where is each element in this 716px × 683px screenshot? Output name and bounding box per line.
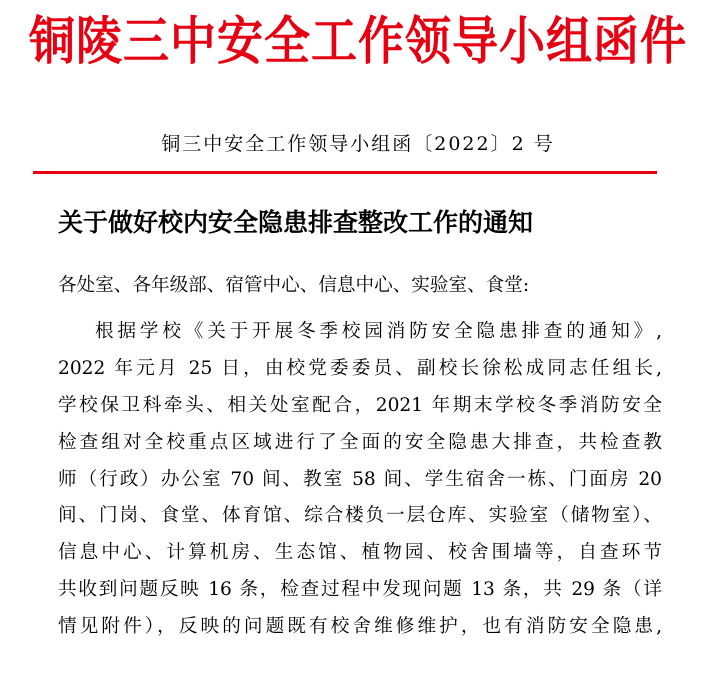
recipients-line: 各处室、各年级部、宿管中心、信息中心、实验室、食堂: bbox=[58, 275, 530, 296]
body-line: 学校保卫科牵头、相关处室配合，2021 年期末学校冬季消防安全 bbox=[58, 394, 662, 416]
body-line: 根据学校《关于开展冬季校园消防安全隐患排查的通知》, bbox=[95, 321, 662, 342]
body-line: 2022 年元月 25 日，由校党委委员、副校长徐松成同志任组长, bbox=[58, 357, 662, 379]
body-line: 情见附件），反映的问题既有校舍维修维护，也有消防安全隐患, bbox=[58, 616, 662, 638]
body-line: 检查组对全校重点区域进行了全面的安全隐患大排查，共检查教 bbox=[58, 431, 662, 453]
notice-title: 关于做好校内安全隐患排查整改工作的通知 bbox=[58, 208, 534, 237]
document-number: 铜三中安全工作领导小组函〔2022〕2 号 bbox=[161, 133, 555, 155]
red-divider-line bbox=[33, 171, 657, 174]
body-line: 师（行政）办公室 70 间、教室 58 间、学生宿舍一栋、门面房 20 bbox=[58, 468, 662, 490]
notice-body bbox=[58, 314, 662, 646]
body-line: 间、门岗、食堂、体育馆、综合楼负一层仓库、实验室（储物室）、 bbox=[58, 505, 662, 527]
body-line: 信息中心、计算机房、生态馆、植物园、校舍围墙等，自查环节 bbox=[58, 542, 662, 564]
letterhead-title: 铜陵三中安全工作领导小组函件 bbox=[29, 10, 687, 72]
body-line: 共收到问题反映 16 条，检查过程中发现问题 13 条，共 29 条（详 bbox=[58, 579, 662, 601]
